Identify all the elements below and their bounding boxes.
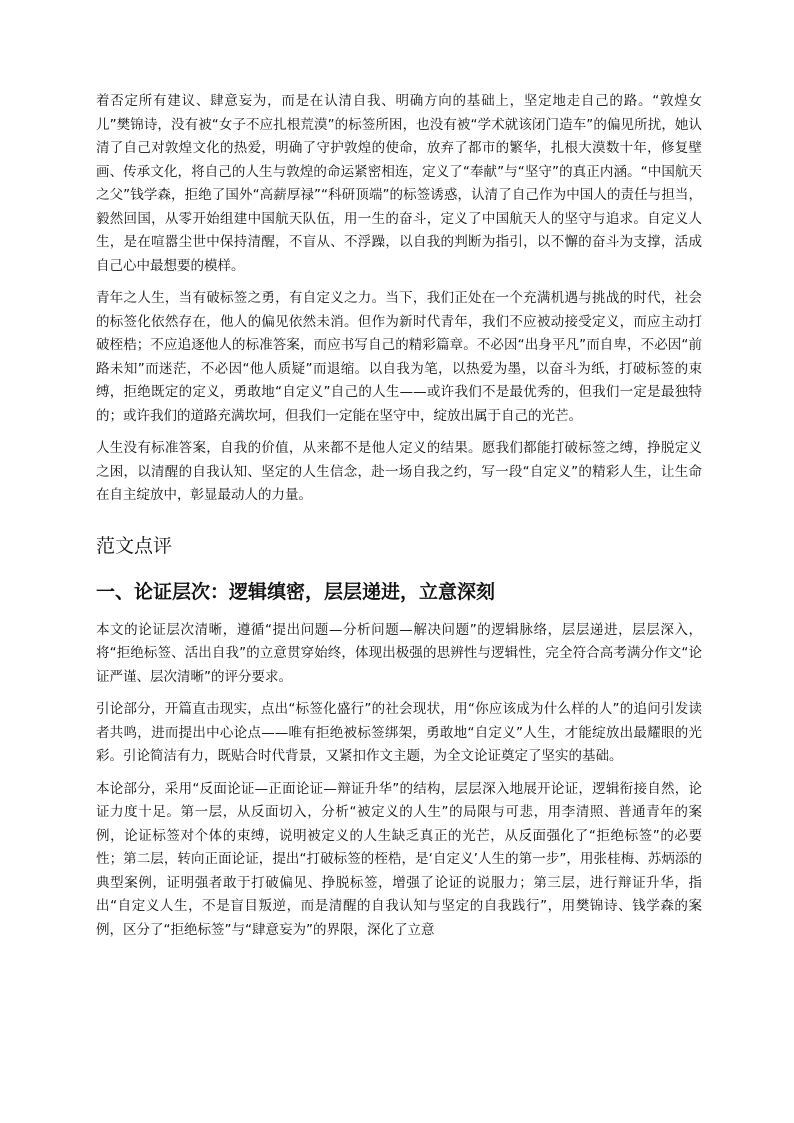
section-title: 范文点评	[96, 534, 173, 557]
subsection-title: 一、论证层次：逻辑缜密，层层递进，立意深刻	[96, 580, 496, 603]
document-page	[96, 90, 702, 951]
essay-paragraph: 着否定所有建议、肆意妄为，而是在认清自我、明确方向的基础上，坚定地走自己的路。“敦煌女儿”樊锦诗，没有被“女子不应扎根荒漠”的标签所困，也没有被“学术就该闭门造车”的偏见所扰，她认清了自己对敦煌文化的热爱，明确了守护敦煌的使命，放弃了都市的繁华，扎根大漠数十年，修复壁画、传承文化，将自己的人生与敦煌的命运紧密相连，定义了“奉献”与“坚守”的真正内涵。“中国航天之父”钱学森，拒绝了国外“高薪厚禄”“科研顶端”的标签诱惑，认清了自己作为中国人的责任与担当，毅然回国，从零开始组建中国航天队伍，用一生的奋斗，定义了中国航天人的坚守与追求。自定义人生，是在喧嚣尘世中保持清醒，不盲从、不浮躁，以自我的判断为指引，以不懈的奋斗为支撑，活成自己心中最想要的模样。	[96, 93, 702, 274]
essay-paragraph: 人生没有标准答案，自我的价值，从来都不是他人定义的结果。愿我们都能打破标签之缚，挣脱定义之困，以清醒的自我认知、坚定的人生信念，赴一场自我之约，写一段“自定义”的精彩人生，让生命在自主绽放中，彰显最动人的力量。	[96, 440, 702, 503]
review-paragraph: 本论部分，采用“反面论证—正面论证—辩证升华”的结构，层层深入地展开论证，逻辑衔接自然，论证力度十足。第一层，从反面切入，分析“被定义的人生”的局限与可悲，用李清照、普通青年的案例，论证标签对个体的束缚，说明被定义的人生缺乏真正的光芒，从反面强化了“拒绝标签”的必要性；第二层，转向正面论证，提出“打破标签的桎梏，是‘自定义’人生的第一步”，用张桂梅、苏炳添的典型案例，证明强者敢于打破偏见、挣脱标签，增强了论证的说服力；第三层，进行辩证升华，指出“自定义人生，不是盲目叛逆，而是清醒的自我认知与坚定的自我践行”，用樊锦诗、钱学森的案例，区分了“拒绝标签”与“肆意妄为”的界限，深化了立意	[96, 780, 702, 938]
review-paragraph: 引论部分，开篇直击现实，点出“标签化盛行”的社会现状，用“你应该成为什么样的人”的追问引发读者共鸣，进而提出中心论点——唯有拒绝被标签绑架，勇敢地“自定义”人生，才能绽放出最耀眼的光彩。引论简洁有力，既贴合时代背景，又紧扣作文主题，为全文论证奠定了坚实的基础。	[96, 701, 702, 764]
essay-paragraph: 青年之人生，当有破标签之勇，有自定义之力。当下，我们正处在一个充满机遇与挑战的时代，社会的标签化依然存在，他人的偏见依然未消。但作为新时代青年，我们不应被动接受定义，而应主动打破桎梏；不应追逐他人的标准答案，而应书写自己的精彩篇章。不必因“出身平凡”而自卑，不必因“前路未知”而迷茫，不必因“他人质疑”而退缩。以自我为笔，以热爱为墨，以奋斗为纸，打破标签的束缚，拒绝既定的定义，勇敢地“自定义”自己的人生——或许我们不是最优秀的，但我们一定是最独特的；或许我们的道路充满坎坷，但我们一定能在坚守中，绽放出属于自己的光芒。	[96, 290, 702, 424]
review-paragraph: 本文的论证层次清晰，遵循“提出问题—分析问题—解决问题”的逻辑脉络，层层递进，层层深入，将“拒绝标签、活出自我”的立意贯穿始终，体现出极强的思辨性与逻辑性，完全符合高考满分作文“论证严谨、层次清晰”的评分要求。	[96, 621, 702, 685]
